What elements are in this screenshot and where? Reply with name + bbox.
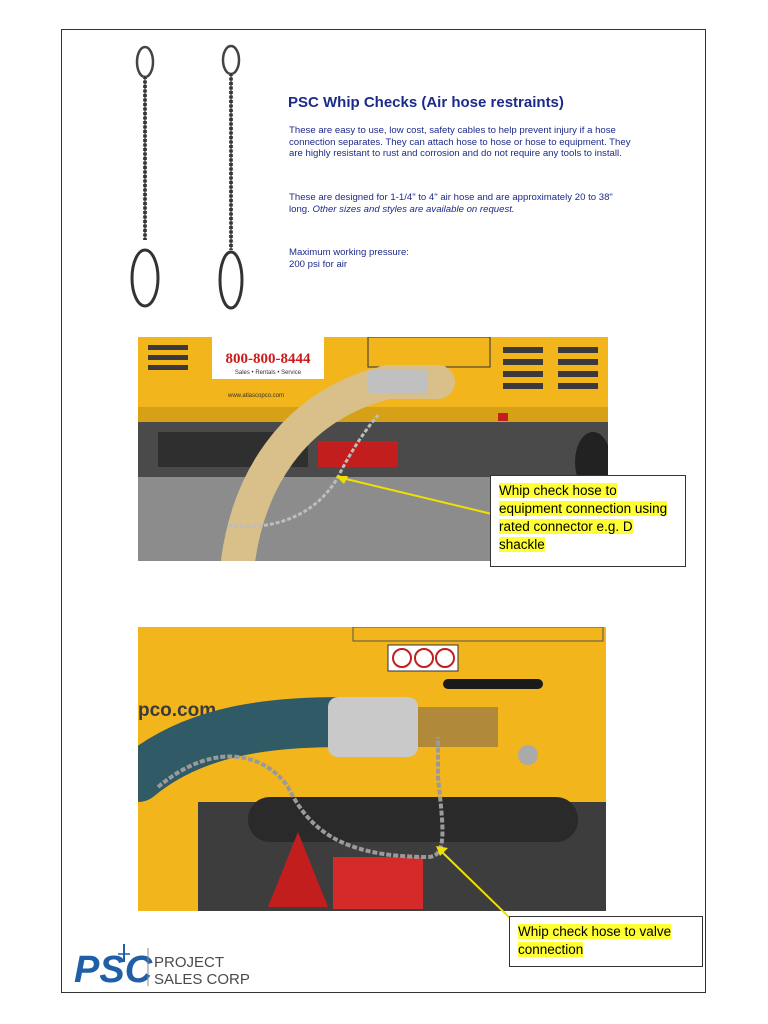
logo-line1: PROJECT xyxy=(154,954,225,971)
logo-mark-text: PSC xyxy=(74,949,153,990)
pressure-value: 200 psi for air xyxy=(289,259,348,270)
brand-text: pco.com xyxy=(138,700,217,721)
sizing-text: These are designed for 1-1/4" to 4" air hose and are approximately 20 to 38" long. xyxy=(289,192,613,215)
sign-url: www.atlascopco.com xyxy=(227,393,285,399)
psc-logo xyxy=(74,942,274,990)
callout-hose-to-valve-text: Whip check hose to valve connection xyxy=(518,924,672,957)
callout-hose-to-valve xyxy=(509,916,703,967)
callout-hose-to-equipment-text: Whip check hose to equipment connection using rated connector e.g. D shackle xyxy=(499,483,668,552)
product-description: These are easy to use, low cost, safety cables to help prevent injury if a hose connection separates. They can attach hose to hose or hose to equipment. They are highly resistant to rust and corrosion and do not require any tools to install. xyxy=(289,125,631,159)
whip-check-cables-image xyxy=(112,40,272,320)
page-title: PSC Whip Checks (Air hose restraints) xyxy=(288,94,564,111)
photo-valve-connection xyxy=(138,627,606,911)
sizing-note: Other sizes and styles are available on request. xyxy=(312,203,515,215)
pressure-label: Maximum working pressure: xyxy=(289,247,409,258)
product-sizing xyxy=(289,192,619,215)
sign-phone: 800-800-8444 xyxy=(225,351,311,367)
photo-valve-connection-drawing xyxy=(138,627,606,911)
sign-sub: Sales • Rentals • Service xyxy=(234,370,302,376)
psc-logo-mark xyxy=(74,942,274,990)
callout-arrow-1 xyxy=(330,470,500,520)
callout-hose-to-equipment xyxy=(490,475,686,567)
logo-line2: SALES CORP xyxy=(154,971,250,988)
